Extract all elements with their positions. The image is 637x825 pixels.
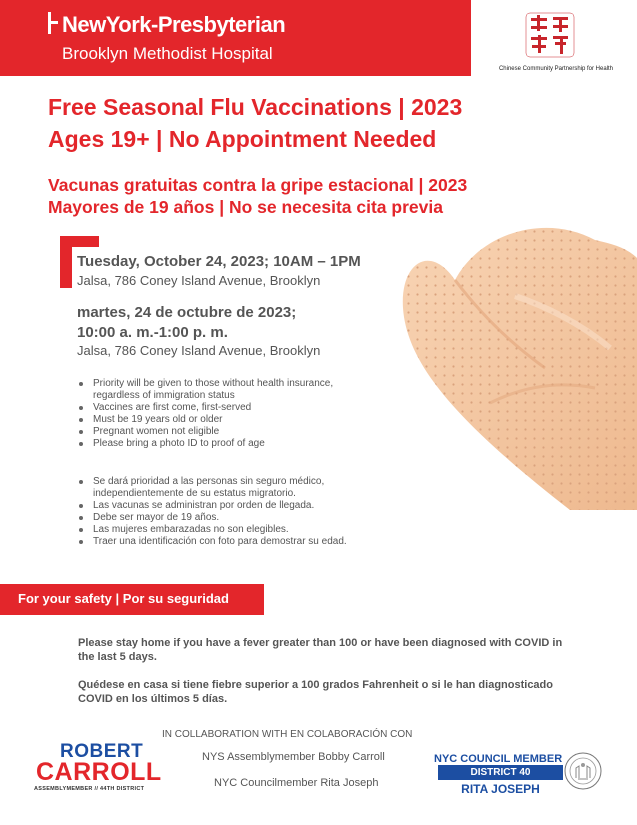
safety-heading: For your safety | Por su seguridad	[18, 591, 229, 606]
page-subtitle	[48, 174, 467, 218]
safety-notice-es: Quédese en casa si tiene fiebre superior a 100 grados Fahrenheit o si le han diagnosticado COVID en los últimos 5 días.	[78, 679, 553, 705]
title-line-1: Free Seasonal Flu Vaccinations | 2023	[48, 94, 463, 120]
list-item: Traer una identificación con foto para demostrar su edad.	[78, 536, 398, 548]
partner-name: Chinese Community Partnership for Health	[498, 66, 614, 72]
list-item: Las vacunas se administran por orden de llegada.	[78, 500, 398, 512]
carroll-logo-last: CARROLL	[36, 758, 162, 786]
list-item: Se dará prioridad a las personas sin seguro médico, independientemente de su estatus migratorio.	[78, 476, 398, 500]
corner-bracket-top	[60, 236, 99, 247]
list-item: Priority will be given to those without health insurance, regardless of immigration status	[78, 378, 378, 402]
council-district: DISTRICT 40	[470, 767, 531, 778]
council-member-name: RITA JOSEPH	[461, 782, 540, 796]
list-item: Las mujeres embarazadas no son elegibles.	[78, 524, 398, 536]
event-location-es: Jalsa, 786 Coney Island Avenue, Brooklyn	[77, 343, 321, 358]
event-date-en: Tuesday, October 24, 2023; 10AM – 1PM	[77, 253, 361, 270]
heart-bandage-illustration	[395, 218, 637, 518]
subtitle-line-1: Vacunas gratuitas contra la gripe estacional | 2023	[48, 175, 468, 195]
safety-notice-en: Please stay home if you have a fever greater than 100 or have been diagnosed with COVID in the last 5 days.	[78, 637, 563, 663]
eligibility-list-es	[78, 476, 398, 548]
event-date-es-line-2: 10:00 a. m.-1:00 p. m.	[77, 324, 228, 341]
event-date-es-line-1: martes, 24 de octubre de 2023;	[77, 304, 297, 321]
list-item: Vaccines are first come, first-served	[78, 402, 378, 414]
eligibility-list-en	[78, 378, 378, 450]
collaboration-label: IN COLLABORATION WITH EN COLABORACIÓN CON	[162, 729, 413, 740]
list-item: Must be 19 years old or older	[78, 414, 378, 426]
carroll-logo-sub: ASSEMBLYMEMBER // 44TH DISTRICT	[34, 786, 145, 792]
collaboration-partner-2: NYC Councilmember Rita Joseph	[214, 777, 379, 789]
partner-seal-icon	[525, 12, 575, 58]
title-line-2: Ages 19+ | No Appointment Needed	[48, 126, 437, 152]
hospital-name: NewYork-Presbyterian	[62, 12, 286, 37]
list-item: Pregnant women not eligible	[78, 426, 378, 438]
nyc-seal-icon	[564, 752, 602, 790]
list-item: Debe ser mayor de 19 años.	[78, 512, 398, 524]
event-date-es	[77, 303, 296, 343]
event-location-en: Jalsa, 786 Coney Island Avenue, Brooklyn	[77, 273, 321, 288]
carroll-logo-first: ROBERT	[60, 741, 144, 762]
list-item: Please bring a photo ID to proof of age	[78, 438, 378, 450]
nyp-logo-icon	[48, 12, 58, 34]
collaboration-partner-1: NYS Assemblymember Bobby Carroll	[202, 751, 385, 763]
page-title	[48, 91, 462, 155]
council-logo-title: NYC COUNCIL MEMBER	[434, 753, 563, 765]
subtitle-line-2: Mayores de 19 años | No se necesita cita previa	[48, 197, 443, 217]
hospital-subname: Brooklyn Methodist Hospital	[62, 44, 273, 63]
